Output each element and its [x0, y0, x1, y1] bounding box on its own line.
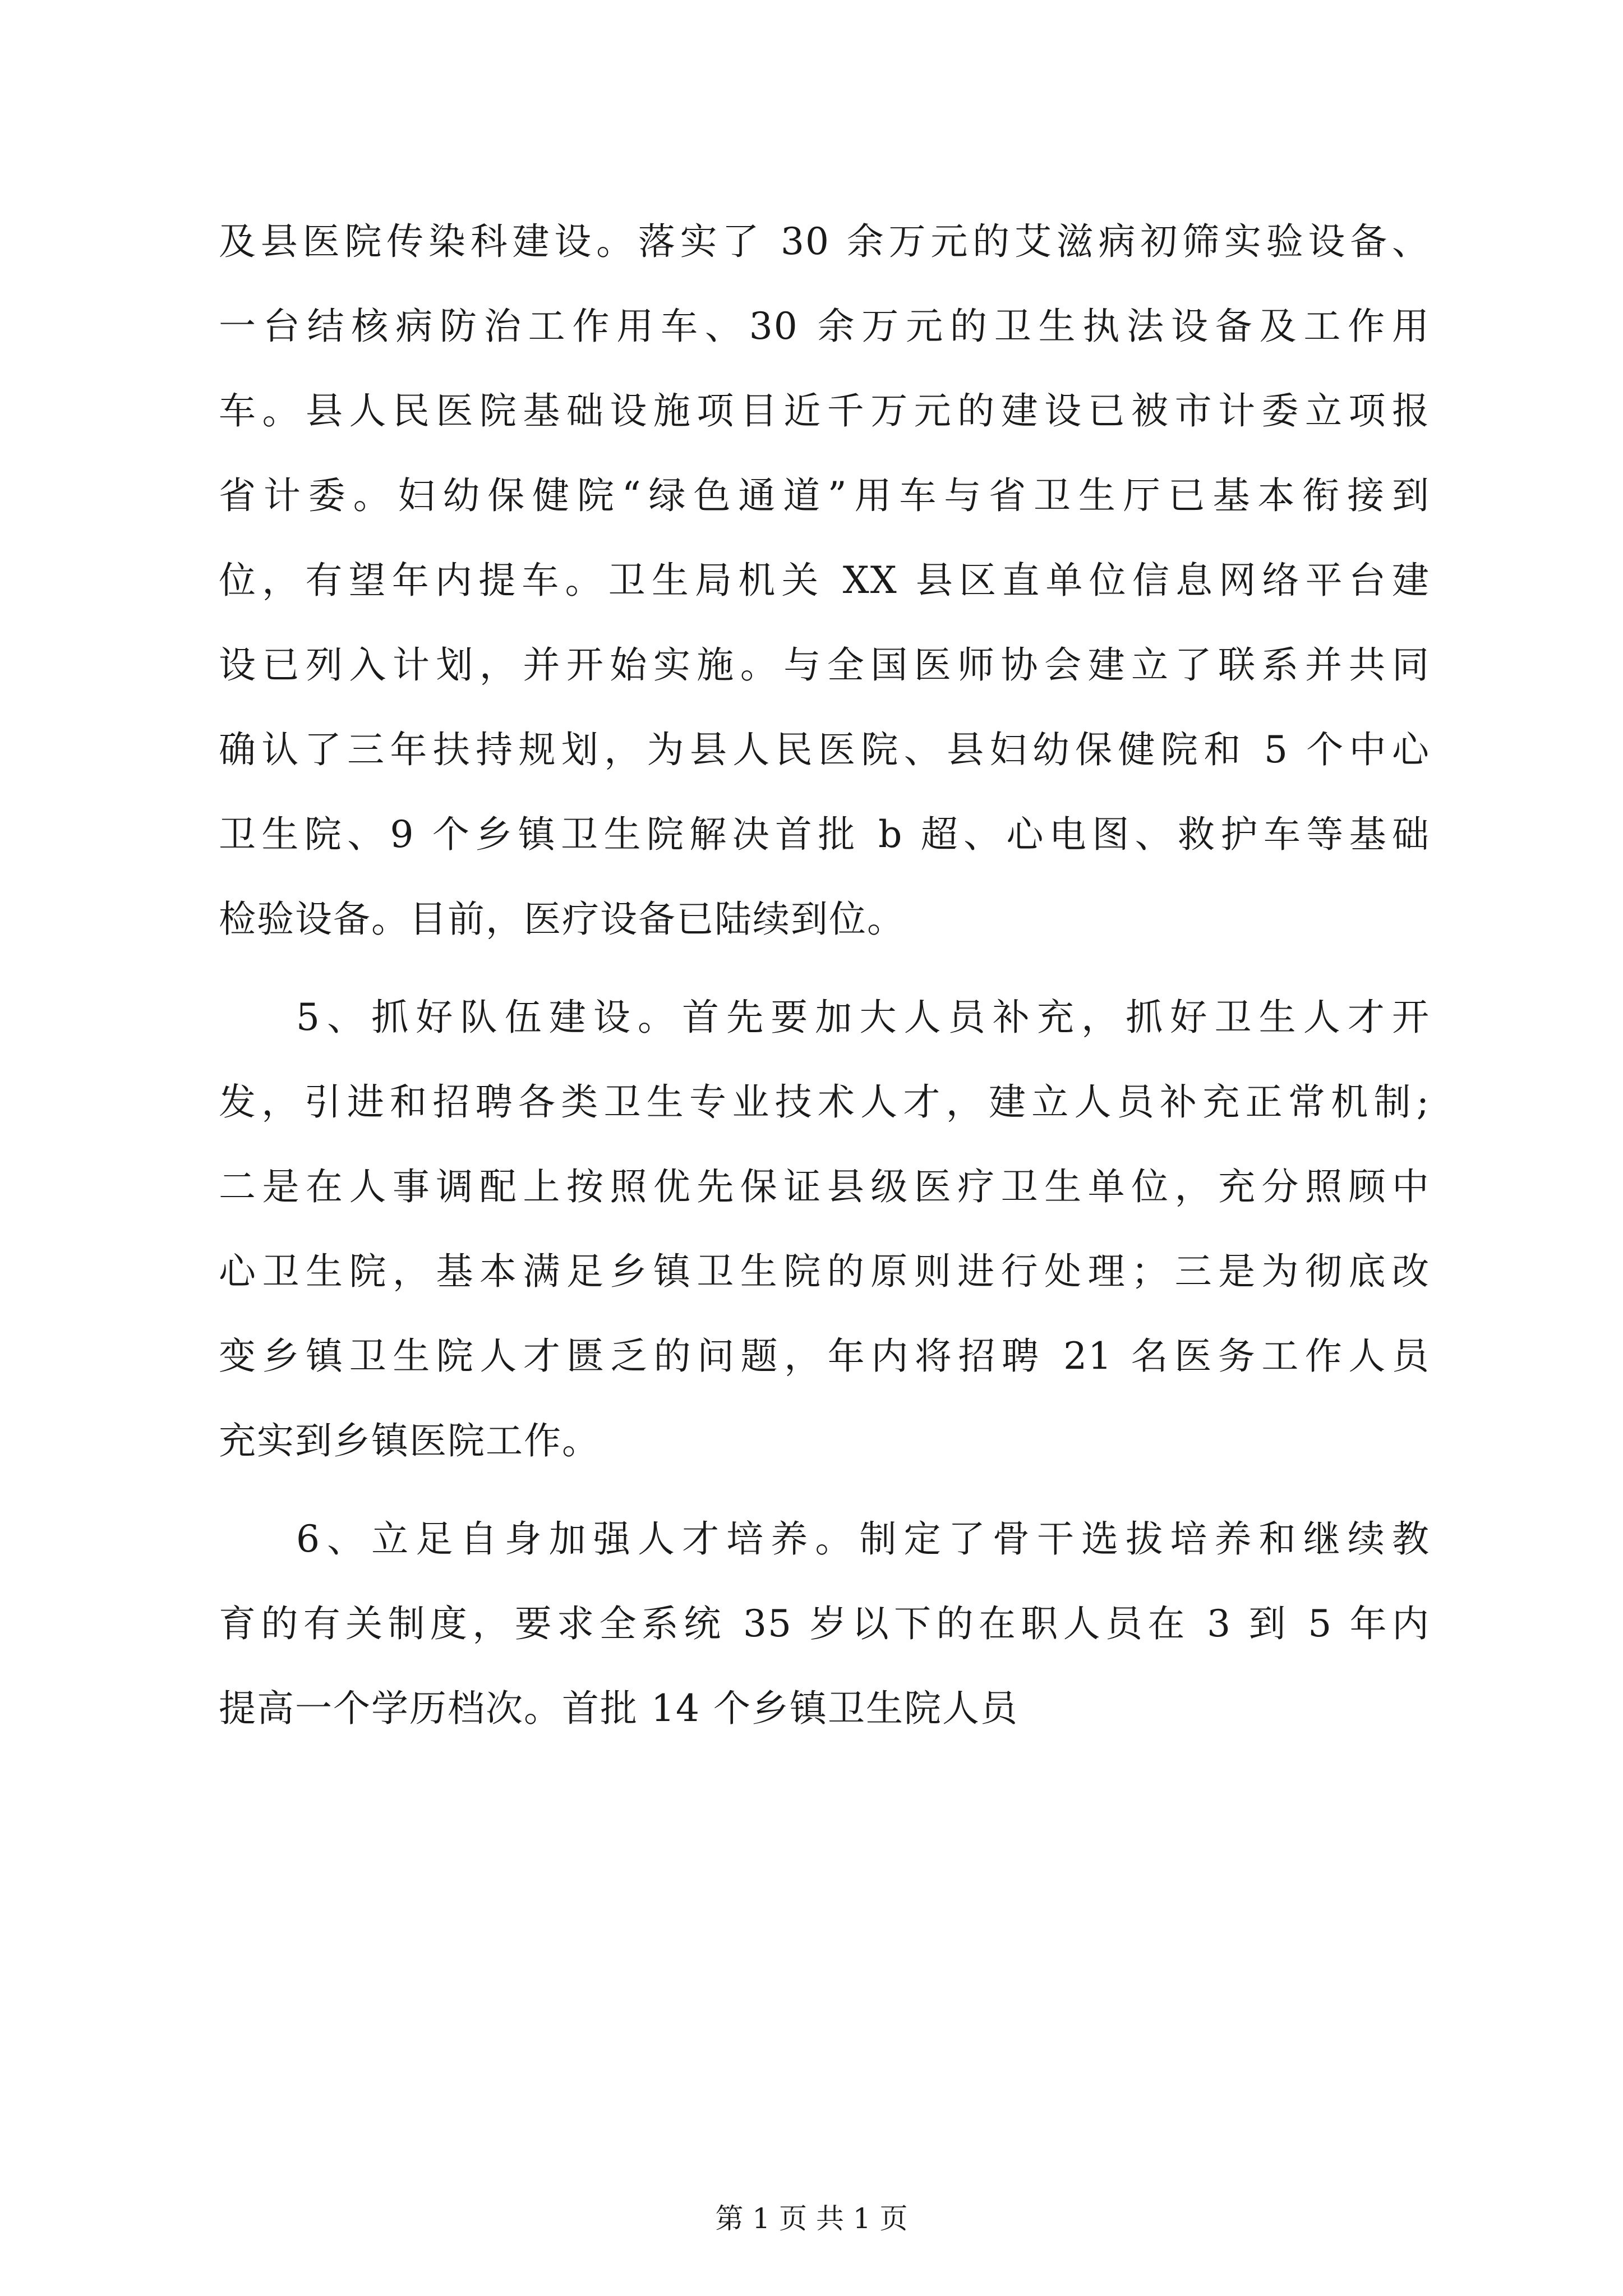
document-body	[219, 199, 1430, 1751]
text-line: 卫生院、9 个乡镇卫生院解决首批 b 超、心电图、救护车等基础	[219, 813, 1430, 856]
text-line: 5、抓好队伍建设。首先要加大人员补充，抓好卫生人才开	[296, 996, 1430, 1039]
text-line: 育的有关制度，要求全系统 35 岁以下的在职人员在 3 到 5 年内	[219, 1602, 1430, 1645]
text-line: 省计委。妇幼保健院“绿色通道”用车与省卫生厅已基本衔接到	[219, 474, 1430, 517]
paragraph-team-building	[219, 975, 1430, 1483]
paragraph-talent-training	[219, 1497, 1430, 1751]
text-line: 提高一个学历档次。首批 14 个乡镇卫生院人员	[219, 1687, 1018, 1730]
text-line: 车。县人民医院基础设施项目近千万元的建设已被市计委立项报	[219, 389, 1430, 432]
text-line: 检验设备。目前，医疗设备已陆续到位。	[219, 898, 905, 941]
text-line: 充实到乡镇医院工作。	[219, 1419, 600, 1462]
text-line: 发，引进和招聘各类卫生专业技术人才，建立人员补充正常机制;	[219, 1080, 1430, 1124]
paragraph-equipment	[219, 199, 1430, 961]
text-line: 确认了三年扶持规划，为县人民医院、县妇幼保健院和 5 个中心	[219, 728, 1430, 771]
text-line: 一台结核病防治工作用车、30 余万元的卫生执法设备及工作用	[219, 305, 1430, 348]
text-line: 位，有望年内提车。卫生局机关 XX 县区直单位信息网络平台建	[219, 559, 1430, 602]
text-line: 二是在人事调配上按照优先保证县级医疗卫生单位，充分照顾中	[219, 1165, 1430, 1208]
text-line: 心卫生院，基本满足乡镇卫生院的原则进行处理；三是为彻底改	[219, 1250, 1430, 1293]
text-line: 设已列入计划，并开始实施。与全国医师协会建立了联系并共同	[219, 643, 1430, 687]
text-line: 6、立足自身加强人才培养。制定了骨干选拔培养和继续教	[296, 1517, 1430, 1561]
text-line: 及县医院传染科建设。落实了 30 余万元的艾滋病初筛实验设备、	[219, 220, 1430, 263]
page-number-footer: 第 1 页 共 1 页	[715, 2202, 908, 2235]
text-line: 变乡镇卫生院人才匮乏的问题，年内将招聘 21 名医务工作人员	[219, 1335, 1430, 1378]
